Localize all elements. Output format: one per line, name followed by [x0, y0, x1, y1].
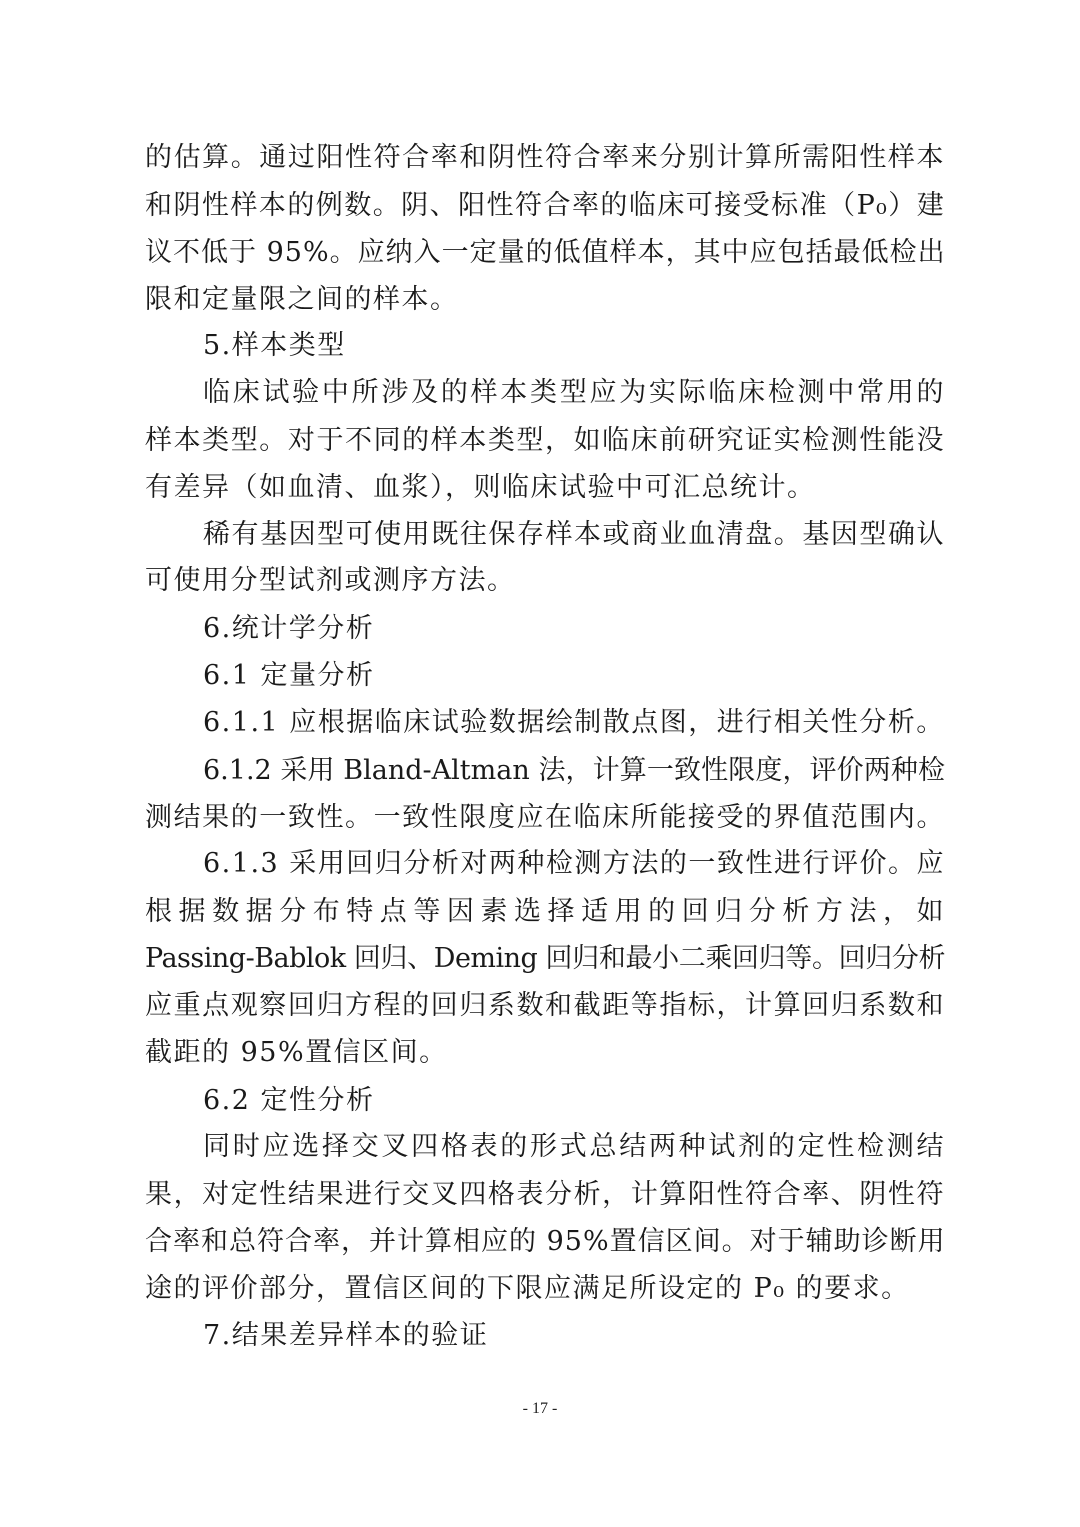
- body-text-line: 途的评价部分，置信区间的下限应满足所设定的 P₀ 的要求。: [145, 1273, 910, 1304]
- body-text-line: 6.1.2 采用 Bland-Altman 法，计算一致性限度，评价两种检: [203, 755, 945, 786]
- body-text-line: 测结果的一致性。一致性限度应在临床所能接受的界值范围内。: [145, 802, 945, 833]
- page-number: - 17 -: [522, 1400, 558, 1417]
- body-text-line: 限和定量限之间的样本。: [145, 284, 459, 315]
- body-text-line: 6.1.3 采用回归分析对两种检测方法的一致性进行评价。应: [203, 848, 945, 879]
- subsection-heading: 6.1 定量分析: [203, 660, 375, 691]
- body-text-line: 临床试验中所涉及的样本类型应为实际临床检测中常用的: [203, 377, 945, 408]
- body-text-line: 可使用分型试剂或测序方法。: [145, 565, 516, 596]
- body-text-line: 果，对定性结果进行交叉四格表分析，计算阳性符合率、阴性符: [145, 1179, 945, 1210]
- subsection-heading: 6.2 定性分析: [203, 1085, 375, 1116]
- body-text-line: 的估算。通过阳性符合率和阴性符合率来分别计算所需阳性样本: [145, 142, 945, 173]
- section-heading: 6.统计学分析: [203, 613, 375, 644]
- body-text-line: 6.1.1 应根据临床试验数据绘制散点图，进行相关性分析。: [203, 707, 945, 738]
- body-text-line: 截距的 95%置信区间。: [145, 1037, 448, 1068]
- body-text-line: 应重点观察回归方程的回归系数和截距等指标，计算回归系数和: [145, 990, 945, 1021]
- body-text-line: 和阴性样本的例数。阴、阳性符合率的临床可接受标准（P₀）建: [145, 190, 945, 221]
- body-text-line: 议不低于 95%。应纳入一定量的低值样本，其中应包括最低检出: [145, 237, 946, 268]
- body-text-line: 有差异（如血清、血浆），则临床试验中可汇总统计。: [145, 472, 816, 503]
- body-text-line: 稀有基因型可使用既往保存样本或商业血清盘。基因型确认: [203, 519, 945, 550]
- body-text-line: Passing-Bablok 回归、Deming 回归和最小二乘回归等。回归分析: [145, 943, 945, 974]
- body-text-line: 同时应选择交叉四格表的形式总结两种试剂的定性检测结: [203, 1131, 945, 1162]
- body-text-line: 根据数据分布特点等因素选择适用的回归分析方法，如: [145, 896, 945, 927]
- section-heading: 7.结果差异样本的验证: [203, 1320, 489, 1351]
- section-heading: 5.样本类型: [203, 330, 346, 361]
- body-text-line: 样本类型。对于不同的样本类型，如临床前研究证实检测性能没: [145, 425, 945, 456]
- body-text-line: 合率和总符合率，并计算相应的 95%置信区间。对于辅助诊断用: [145, 1226, 946, 1257]
